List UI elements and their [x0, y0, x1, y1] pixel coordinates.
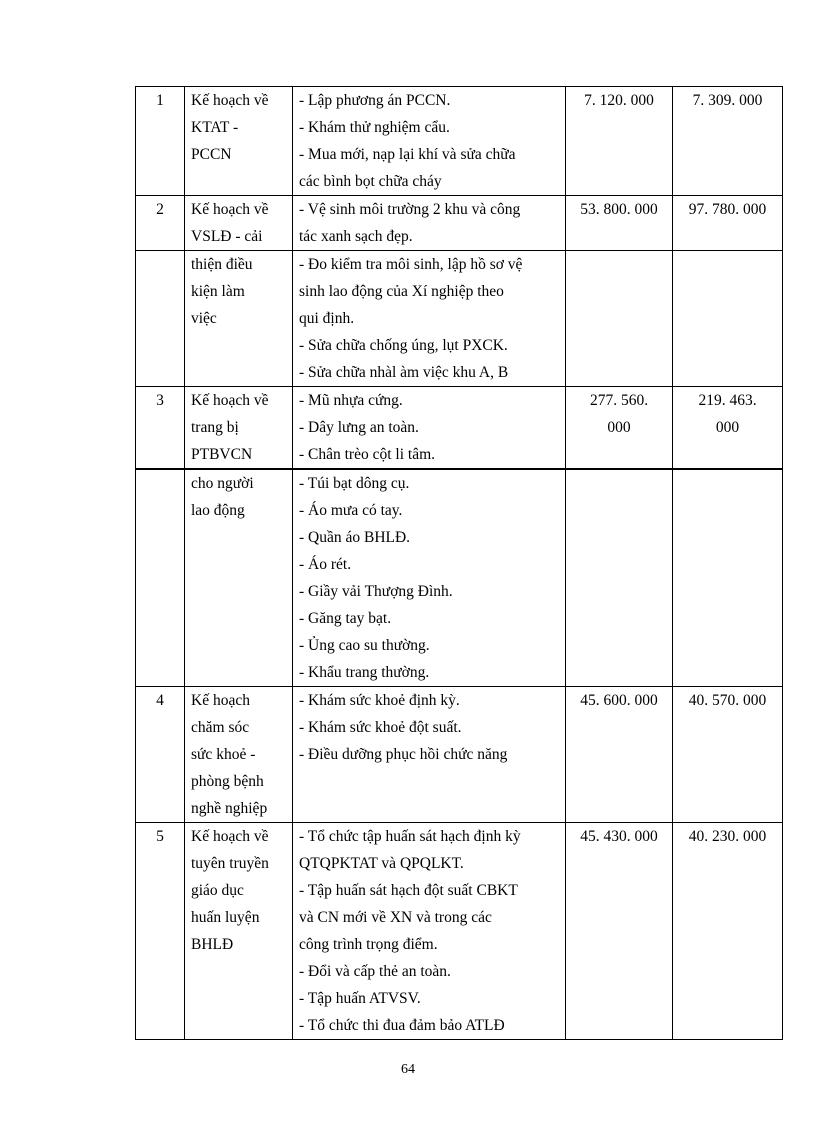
plan-items-cell [293, 196, 566, 251]
table-row [136, 387, 783, 470]
plan-item: - Đo kiểm tra môi sinh, lập hồ sơ vệ [299, 256, 523, 273]
plan-item: - Tập huấn ATVSV. [299, 990, 421, 1007]
plan-item: - Khám thử nghiệm cẩu. [299, 119, 450, 136]
plan-item: QTQPKTAT và QPQLKT. [299, 855, 464, 872]
cost-value-2: 7. 309. 000 [673, 87, 783, 196]
empty-cell [136, 469, 185, 687]
plan-item: - Tổ chức tập huấn sát hạch định kỳ [299, 828, 521, 845]
table-row-continuation [136, 251, 783, 387]
plan-item: - Áo mưa có tay. [299, 502, 403, 519]
plan-item: và CN mới về XN và trong các [299, 909, 492, 926]
plan-title-cell [185, 196, 293, 251]
plan-title-line: sức khoẻ - [191, 746, 256, 763]
empty-cell [673, 251, 783, 387]
plan-item: - Túi bạt dông cụ. [299, 475, 410, 492]
plan-items-cell [293, 469, 566, 687]
row-number: 2 [136, 196, 185, 251]
row-number: 1 [136, 87, 185, 196]
plan-item: sinh lao động của Xí nghiệp theo [299, 283, 504, 300]
plan-items-cell [293, 823, 566, 1040]
plan-items-cell [293, 387, 566, 470]
plan-title-line: Kế hoạch về [191, 392, 269, 409]
cost-value-2: 40. 570. 000 [673, 687, 783, 823]
cost-value-line: 000 [607, 419, 631, 436]
plan-title-line: huấn luyện [191, 909, 260, 926]
plan-title-line: KTAT - [191, 119, 239, 136]
plan-title-cell [185, 87, 293, 196]
plan-title-line: nghề nghiệp [191, 800, 268, 817]
empty-cell [673, 469, 783, 687]
plan-title-line: VSLĐ - cải [191, 228, 263, 245]
plan-item: - Tổ chức thi đua đảm bảo ATLĐ [299, 1017, 505, 1034]
safety-plan-table [135, 86, 783, 1040]
plan-item: các bình bọt chữa cháy [299, 173, 442, 190]
plan-title-line: lao động [191, 502, 245, 519]
plan-item: - Khám sức khoẻ đột suất. [299, 719, 462, 736]
plan-item: - Khẩu trang thường. [299, 664, 430, 681]
plan-title-line: PCCN [191, 146, 232, 163]
plan-item: qui định. [299, 310, 355, 327]
plan-title-line: Kế hoạch về [191, 201, 269, 218]
plan-item: - Giầy vải Thượng Đình. [299, 583, 453, 600]
plan-title-line: kiện làm [191, 283, 245, 300]
plan-title-line: PTBVCN [191, 446, 253, 463]
plan-item: - Vệ sinh môi trường 2 khu và công [299, 201, 521, 218]
row-number: 3 [136, 387, 185, 470]
plan-item: - Sửa chữa nhàl àm việc khu A, B [299, 364, 509, 381]
plan-title-line: chăm sóc [191, 719, 250, 736]
plan-item: - Quần áo BHLĐ. [299, 529, 411, 546]
plan-item: - Chân trèo cột li tâm. [299, 446, 436, 463]
plan-title-line: BHLĐ [191, 936, 234, 953]
plan-items-cell [293, 251, 566, 387]
table-row [136, 87, 783, 196]
plan-item: - Khám sức khoẻ định kỳ. [299, 692, 460, 709]
plan-title-line: tuyên truyền [191, 855, 269, 872]
plan-title-line: việc [191, 310, 217, 327]
cost-value-1: 45. 600. 000 [566, 687, 673, 823]
table-row [136, 196, 783, 251]
table-row-continuation [136, 469, 783, 687]
table-row [136, 687, 783, 823]
page-number: 64 [401, 1062, 415, 1077]
cost-value-2: 40. 230. 000 [673, 823, 783, 1040]
empty-cell [136, 251, 185, 387]
plan-title-cell [185, 469, 293, 687]
plan-title-cell [185, 687, 293, 823]
cost-value-1: 53. 800. 000 [566, 196, 673, 251]
cost-value-2 [673, 387, 783, 470]
cost-value-line: 277. 560. [589, 392, 649, 409]
table-row [136, 823, 783, 1040]
plan-title-cell [185, 823, 293, 1040]
empty-cell [566, 469, 673, 687]
cost-value-1 [566, 387, 673, 470]
plan-title-line: Kế hoạch về [191, 92, 269, 109]
plan-item: - Mũ nhựa cứng. [299, 392, 403, 409]
plan-item: - Áo rét. [299, 556, 352, 573]
cost-value-line: 000 [715, 419, 740, 436]
plan-title-line: phòng bệnh [191, 773, 264, 790]
plan-item: - Đổi và cấp thẻ an toàn. [299, 963, 451, 980]
plan-title-line: giáo dục [191, 882, 244, 899]
plan-item: - Sửa chữa chống úng, lụt PXCK. [299, 337, 508, 354]
empty-cell [566, 251, 673, 387]
plan-title-line: trang bị [191, 419, 239, 436]
plan-item: công trình trọng điểm. [299, 936, 438, 953]
plan-item: - Lập phương án PCCN. [299, 92, 451, 109]
cost-value-line: 219. 463. [698, 392, 757, 409]
plan-item: - Ủng cao su thường. [299, 637, 430, 654]
cost-value-1: 45. 430. 000 [566, 823, 673, 1040]
plan-title-cell [185, 251, 293, 387]
plan-item: - Găng tay bạt. [299, 610, 392, 627]
plan-items-cell [293, 87, 566, 196]
plan-title-line: cho người [191, 475, 254, 492]
plan-item: - Mua mới, nạp lại khí và sửa chữa [299, 146, 516, 163]
plan-item: tác xanh sạch đẹp. [299, 228, 413, 245]
plan-item: - Điều dưỡng phục hồi chức năng [299, 746, 508, 763]
plan-title-line: thiện điều [191, 256, 253, 273]
plan-title-line: Kế hoạch về [191, 828, 269, 845]
plan-item: - Dây lưng an toàn. [299, 419, 419, 436]
row-number: 4 [136, 687, 185, 823]
plan-title-cell [185, 387, 293, 470]
plan-title-line: Kế hoạch [191, 692, 250, 709]
row-number: 5 [136, 823, 185, 1040]
cost-value-1: 7. 120. 000 [566, 87, 673, 196]
plan-item: - Tập huấn sát hạch đột suất CBKT [299, 882, 518, 899]
plan-items-cell [293, 687, 566, 823]
cost-value-2: 97. 780. 000 [673, 196, 783, 251]
